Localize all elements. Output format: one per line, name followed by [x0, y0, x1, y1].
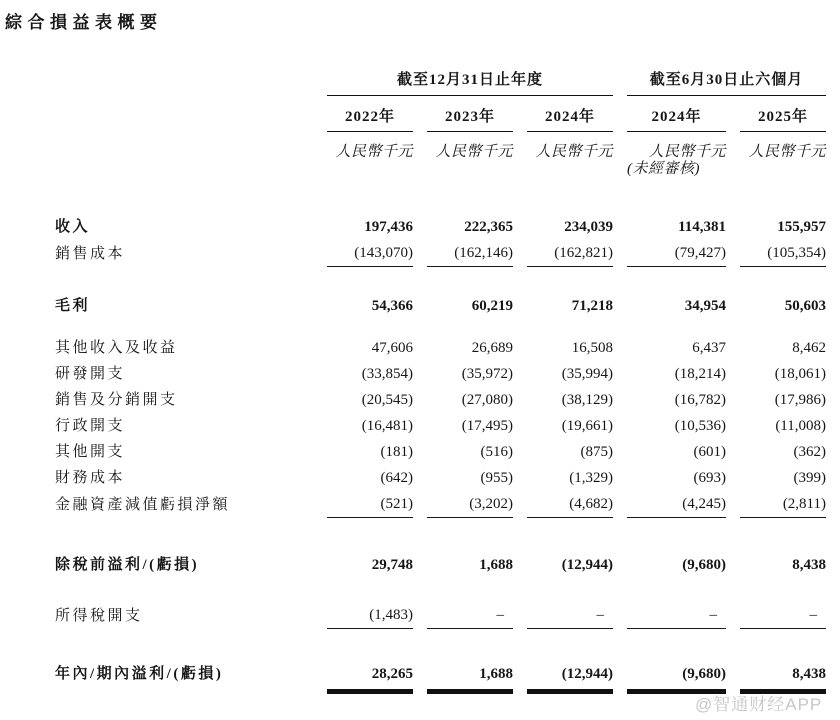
value-cell: (19,661) [561, 418, 613, 434]
value-cell: 8,438 [792, 666, 826, 682]
double-rule-cell [740, 687, 826, 694]
value-cell: (181) [380, 444, 413, 460]
value-cell: (12,944) [561, 557, 613, 573]
value-cell: (1,483) [327, 602, 413, 629]
value-cell: 16,508 [571, 340, 613, 356]
double-rule-row [55, 687, 826, 694]
value-cell: 8,462 [792, 340, 826, 356]
value-cell: (35,994) [561, 366, 613, 382]
double-rule [327, 689, 413, 694]
row-label: 銷售及分銷開支 [55, 392, 178, 408]
value-cell: 222,365 [464, 219, 513, 235]
double-rule-cell [427, 687, 513, 694]
spacer-row [55, 629, 826, 661]
value-cell: 155,957 [777, 219, 826, 235]
value-cell: (9,680) [682, 666, 726, 682]
table-body [55, 178, 826, 694]
col-year-header: 2024年 [627, 96, 726, 132]
spacer-row [55, 267, 826, 293]
value-cell: (1,329) [569, 470, 613, 486]
unit-label: 人民幣千元 [535, 144, 613, 160]
unit-note: (未經審核) [627, 161, 700, 177]
table-row [55, 240, 826, 267]
value-cell: (693) [693, 470, 726, 486]
col-unit [740, 132, 826, 178]
double-rule [740, 689, 826, 694]
value-cell: (521) [327, 491, 413, 518]
value-cell: – [427, 602, 513, 629]
watermark: @智通财经APP [695, 695, 823, 714]
spacer-row [55, 178, 826, 214]
table-row [55, 293, 826, 319]
col-year-header: 2025年 [740, 96, 826, 132]
row-label: 除稅前溢利/(虧損) [55, 557, 200, 573]
value-cell: 234,039 [564, 219, 613, 235]
table-row [55, 661, 826, 687]
value-cell: (4,245) [627, 491, 726, 518]
page-title: 綜合損益表概要 [5, 13, 163, 32]
value-cell: (2,811) [740, 491, 826, 518]
value-cell: (143,070) [327, 240, 413, 267]
value-cell: 197,436 [364, 219, 413, 235]
col-year-header: 2022年 [327, 96, 413, 132]
table-row [55, 602, 826, 629]
value-cell: 28,265 [371, 666, 413, 682]
double-rule [427, 689, 513, 694]
value-cell: (18,061) [774, 366, 826, 382]
row-label: 銷售成本 [55, 246, 126, 262]
row-label: 其他收入及收益 [55, 340, 178, 356]
unit-row [55, 132, 826, 178]
col-group-header: 截至6月30日止六個月 [627, 56, 826, 96]
double-rule-cell [327, 687, 413, 694]
value-cell: 26,689 [471, 340, 513, 356]
col-unit [527, 132, 613, 178]
value-cell: (10,536) [674, 418, 726, 434]
rule-spacer [55, 687, 313, 694]
row-label: 所得稅開支 [55, 608, 143, 624]
row-label: 其他開支 [55, 444, 126, 460]
value-cell: (162,146) [427, 240, 513, 267]
row-label: 行政開支 [55, 418, 126, 434]
value-cell: (11,008) [775, 418, 826, 434]
value-cell: (27,080) [461, 392, 513, 408]
corner-cell [55, 56, 313, 96]
value-cell: (16,481) [361, 418, 413, 434]
table-row [55, 491, 826, 518]
value-cell: 29,748 [371, 557, 413, 573]
corner-cell [55, 96, 313, 132]
value-cell: (17,986) [774, 392, 826, 408]
value-cell: (9,680) [682, 557, 726, 573]
column-group-row [55, 56, 826, 96]
value-cell: (162,821) [527, 240, 613, 267]
value-cell: 34,954 [684, 298, 726, 314]
col-unit [327, 132, 413, 178]
value-cell: (17,495) [461, 418, 513, 434]
double-rule [627, 689, 726, 694]
value-cell: 8,438 [792, 557, 826, 573]
spacer-cell [55, 267, 826, 293]
table-header [55, 56, 826, 178]
value-cell: (955) [480, 470, 513, 486]
value-cell: 1,688 [479, 557, 513, 573]
value-cell: (38,129) [561, 392, 613, 408]
table-row [55, 413, 826, 439]
unit-label: 人民幣千元 [435, 144, 513, 160]
value-cell: – [627, 602, 726, 629]
col-year-header: 2023年 [427, 96, 513, 132]
table-row [55, 552, 826, 578]
value-cell: 71,218 [571, 298, 613, 314]
value-cell: – [527, 602, 613, 629]
table-row [55, 214, 826, 240]
double-rule [527, 689, 613, 694]
row-label: 金融資產減值虧損淨額 [55, 497, 231, 513]
row-label: 研發開支 [55, 366, 126, 382]
value-cell: 50,603 [784, 298, 826, 314]
table-row [55, 335, 826, 361]
value-cell: (12,944) [561, 666, 613, 682]
value-cell: 54,366 [371, 298, 413, 314]
table-row [55, 361, 826, 387]
row-label: 年內/期內溢利/(虧損) [55, 666, 224, 682]
table-row [55, 465, 826, 491]
value-cell: 114,381 [678, 219, 726, 235]
value-cell: (362) [793, 444, 826, 460]
value-cell: 1,688 [479, 666, 513, 682]
value-cell: – [740, 602, 826, 629]
unit-label: 人民幣千元 [335, 144, 413, 160]
spacer-row [55, 578, 826, 602]
double-rule-cell [527, 687, 613, 694]
row-label: 收入 [55, 219, 91, 235]
row-label: 毛利 [55, 298, 91, 314]
value-cell: (642) [380, 470, 413, 486]
value-cell: (3,202) [427, 491, 513, 518]
spacer-cell [55, 319, 826, 335]
col-group-header: 截至12月31日止年度 [327, 56, 613, 96]
value-cell: (79,427) [627, 240, 726, 267]
spacer-cell [55, 518, 826, 552]
col-unit [627, 132, 726, 178]
value-cell: 6,437 [692, 340, 726, 356]
double-rule-cell [627, 687, 726, 694]
spacer-cell [55, 178, 826, 214]
value-cell: (33,854) [361, 366, 413, 382]
value-cell: (4,682) [527, 491, 613, 518]
unit-label: 人民幣千元 [648, 144, 726, 160]
year-header-row [55, 96, 826, 132]
income-statement-table [41, 56, 840, 694]
value-cell: (18,214) [674, 366, 726, 382]
value-cell: (516) [480, 444, 513, 460]
col-unit [427, 132, 513, 178]
value-cell: 47,606 [371, 340, 413, 356]
value-cell: (35,972) [461, 366, 513, 382]
value-cell: (875) [580, 444, 613, 460]
unit-label: 人民幣千元 [748, 144, 826, 160]
col-year-header: 2024年 [527, 96, 613, 132]
spacer-cell [55, 578, 826, 602]
value-cell: (105,354) [740, 240, 826, 267]
corner-cell [55, 132, 313, 178]
spacer-row [55, 319, 826, 335]
table-row [55, 439, 826, 465]
row-label: 財務成本 [55, 470, 126, 486]
table-row [55, 387, 826, 413]
value-cell: (399) [793, 470, 826, 486]
value-cell: (20,545) [361, 392, 413, 408]
value-cell: 60,219 [471, 298, 513, 314]
spacer-cell [55, 629, 826, 661]
value-cell: (601) [693, 444, 726, 460]
value-cell: (16,782) [674, 392, 726, 408]
spacer-row [55, 518, 826, 552]
